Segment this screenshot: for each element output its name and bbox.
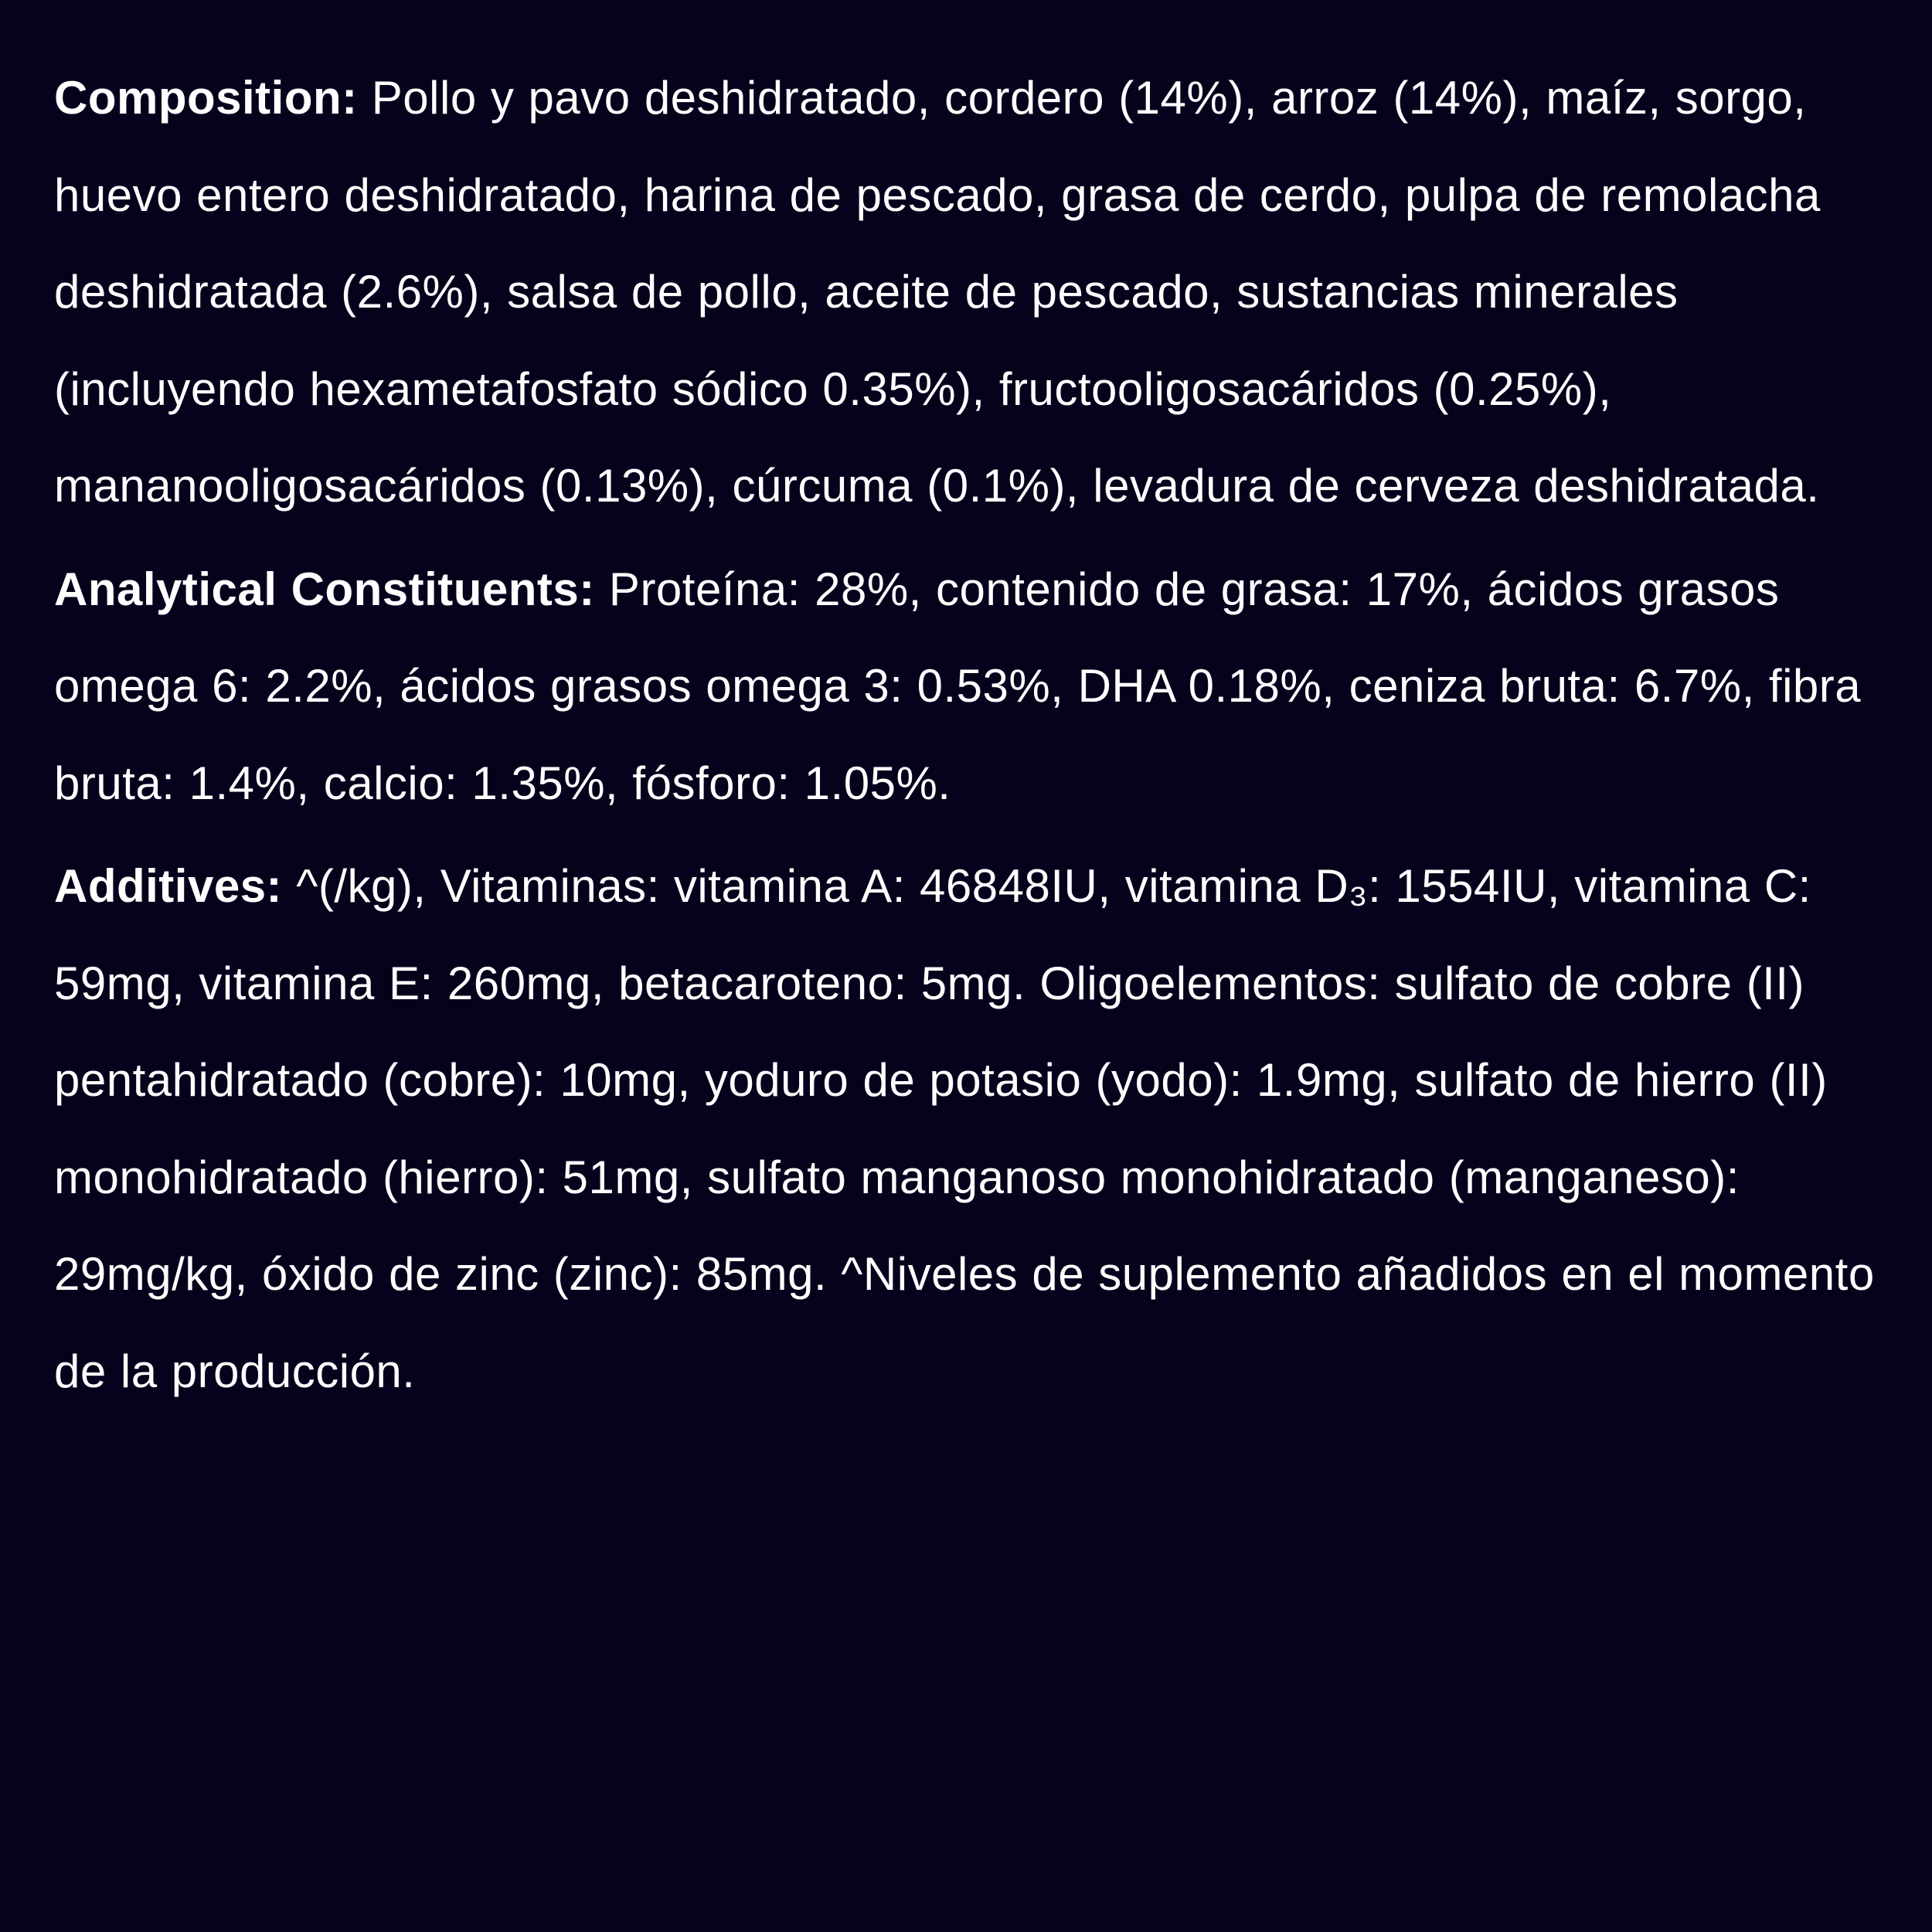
analytical-constituents-section <box>54 541 1878 832</box>
analytical-constituents-text: Proteína: 28%, contenido de grasa: 17%, ácidos grasos omega 6: 2.2%, ácidos grasos omega 3: 0.53%, DHA 0.18%, ceniza bruta: 6.7%, fibra bruta: 1.4%, calcio: 1.35%, fósforo: 1.05%. <box>54 563 1862 809</box>
composition-label: Composition: <box>54 72 358 124</box>
additives-label: Additives: <box>54 860 283 912</box>
additives-text: ^(/kg), Vitaminas: vitamina A: 46848IU, vitamina D₃: 1554IU, vitamina C: 59mg, vitamina E: 260mg, betacaroteno: 5mg. Oligoelementos: sulfato de cobre (II) pentahidratado (cobre): 10mg, yoduro de potasio (yodo): 1.9mg, sulfato de hierro (II) monohidratado (hierro): 51mg, sulfato manganoso monohidratado (manganeso): 29mg/kg, óxido de zinc (zinc): 85mg. ^Niveles de suplemento añadidos en el momento de la producción. <box>54 860 1875 1397</box>
additives-section <box>54 838 1878 1420</box>
analytical-constituents-label: Analytical Constituents: <box>54 563 595 615</box>
composition-text: Pollo y pavo deshidratado, cordero (14%), arroz (14%), maíz, sorgo, huevo entero deshidratado, harina de pescado, grasa de cerdo, pulpa de remolacha deshidratada (2.6%), salsa de pollo, aceite de pescado, sustancias minerales (incluyendo hexametafosfato sódico 0.35%), fructooligosacáridos (0.25%), mananooligosacáridos (0.13%), cúrcuma (0.1%), levadura de cerveza deshidratada. <box>54 72 1821 512</box>
composition-section <box>54 49 1878 535</box>
